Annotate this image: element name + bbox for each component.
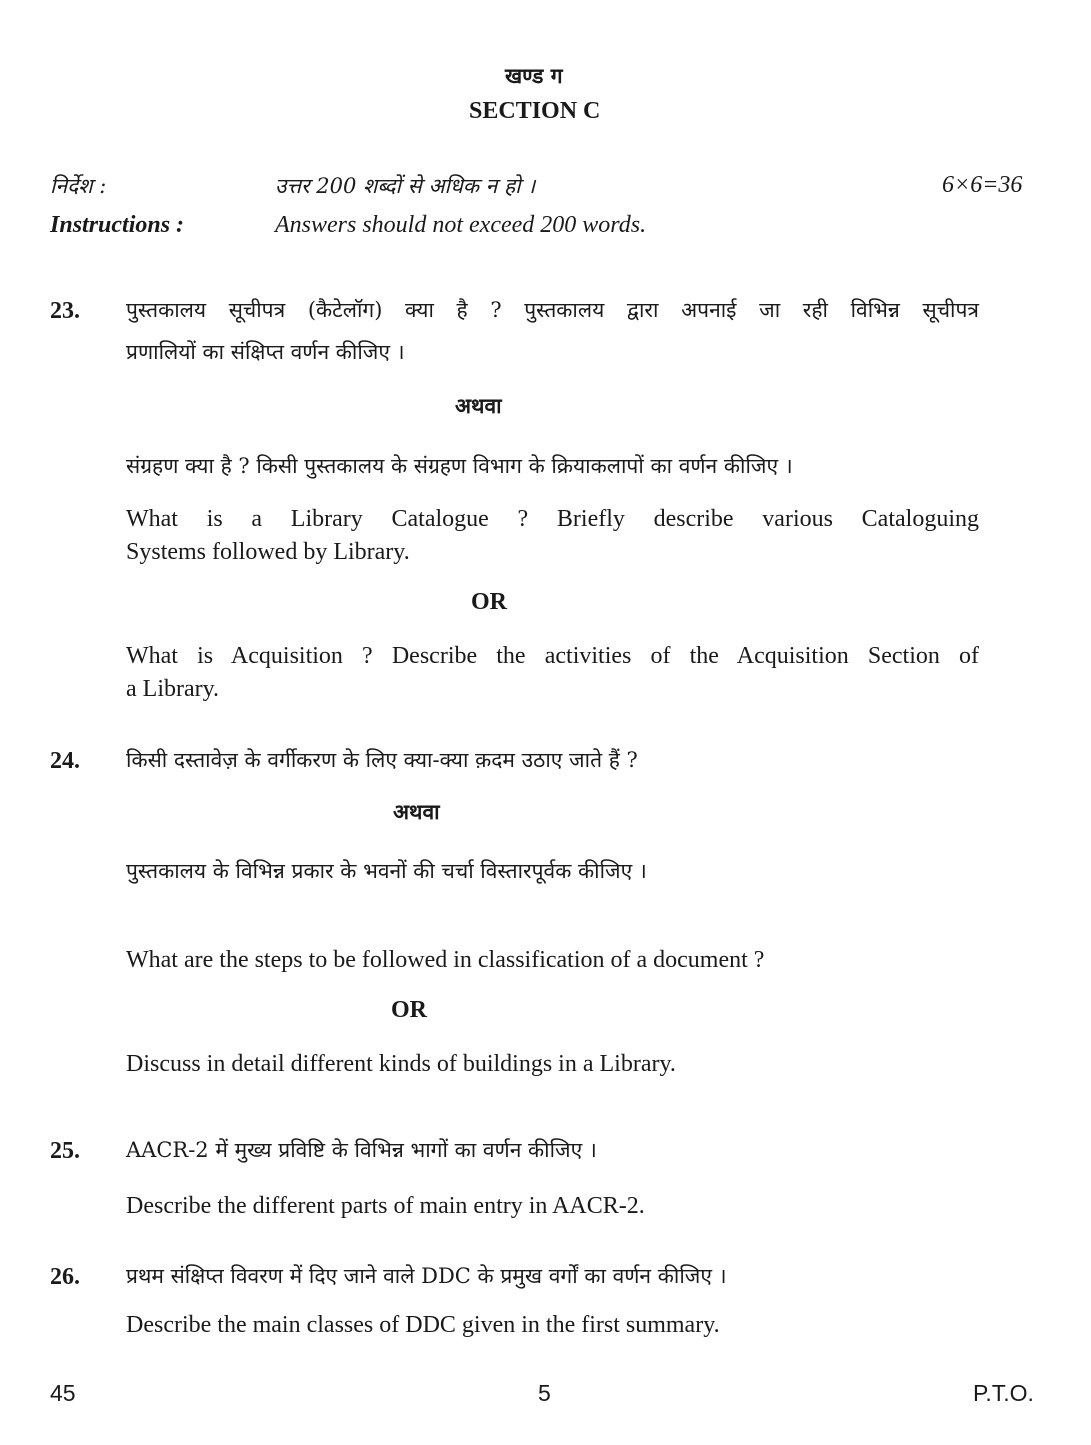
question-number: 25. (50, 1138, 80, 1164)
question-25-english: Describe the different parts of main entry in AACR-2. (126, 1193, 645, 1219)
or-separator-hindi: अथवा (393, 799, 440, 824)
question-24-english-alternative: Discuss in detail different kinds of buildings in a Library. (126, 1051, 676, 1077)
question-number: 23. (50, 298, 80, 324)
section-title-hindi: खण्ड ग (505, 63, 563, 88)
marks-distribution: 6×6=36 (942, 172, 1023, 198)
or-separator-english: OR (471, 589, 507, 615)
instructions-text-english: Answers should not exceed 200 words. (275, 212, 647, 238)
question-23-english-alt-line1: What is Acquisition ? Describe the activities of the Acquisition Section of (126, 643, 979, 669)
instructions-label-hindi: निर्देश : (50, 174, 107, 198)
question-23-english-line2: Systems followed by Library. (126, 539, 410, 565)
question-24-hindi: किसी दस्तावेज़ के वर्गीकरण के लिए क्या-क्या क़दम उठाए जाते हैं ? (126, 748, 638, 772)
question-25-hindi: AACR-2 में मुख्य प्रविष्टि के विभिन्न भागों का वर्णन कीजिए । (126, 1138, 597, 1162)
question-23-english-alt-line2: a Library. (126, 676, 220, 702)
question-26-english: Describe the main classes of DDC given in the first summary. (126, 1312, 720, 1338)
question-24-hindi-alternative: पुस्तकालय के विभिन्न प्रकार के भवनों की चर्चा विस्तारपूर्वक कीजिए । (126, 859, 647, 883)
question-23-hindi-alternative: संग्रहण क्या है ? किसी पुस्तकालय के संग्रहण विभाग के क्रियाकलापों का वर्णन कीजिए । (126, 454, 793, 478)
or-separator-hindi: अथवा (455, 393, 502, 418)
instructions-label-english: Instructions : (50, 212, 185, 238)
question-24-english: What are the steps to be followed in classification of a document ? (126, 947, 765, 973)
question-23-hindi-line1: पुस्तकालय सूचीपत्र (कैटेलॉग) क्या है ? पुस्तकालय द्वारा अपनाई जा रही विभिन्न सूचीपत्र (126, 298, 979, 322)
please-turn-over: P.T.O. (973, 1380, 1034, 1406)
question-23-english-line1: What is a Library Catalogue ? Briefly describe various Cataloguing (126, 506, 979, 532)
page-number: 5 (538, 1380, 551, 1406)
or-separator-english: OR (391, 997, 427, 1023)
instructions-text-hindi: उत्तर 200 शब्दों से अधिक न हो । (275, 174, 536, 198)
question-number: 24. (50, 748, 80, 774)
question-number: 26. (50, 1264, 80, 1290)
question-26-hindi: प्रथम संक्षिप्त विवरण में दिए जाने वाले DDC के प्रमुख वर्गों का वर्णन कीजिए । (126, 1264, 727, 1288)
section-title-english: SECTION C (469, 98, 601, 124)
question-23-hindi-line2: प्रणालियों का संक्षिप्त वर्णन कीजिए । (126, 340, 405, 364)
paper-code: 45 (50, 1380, 76, 1406)
